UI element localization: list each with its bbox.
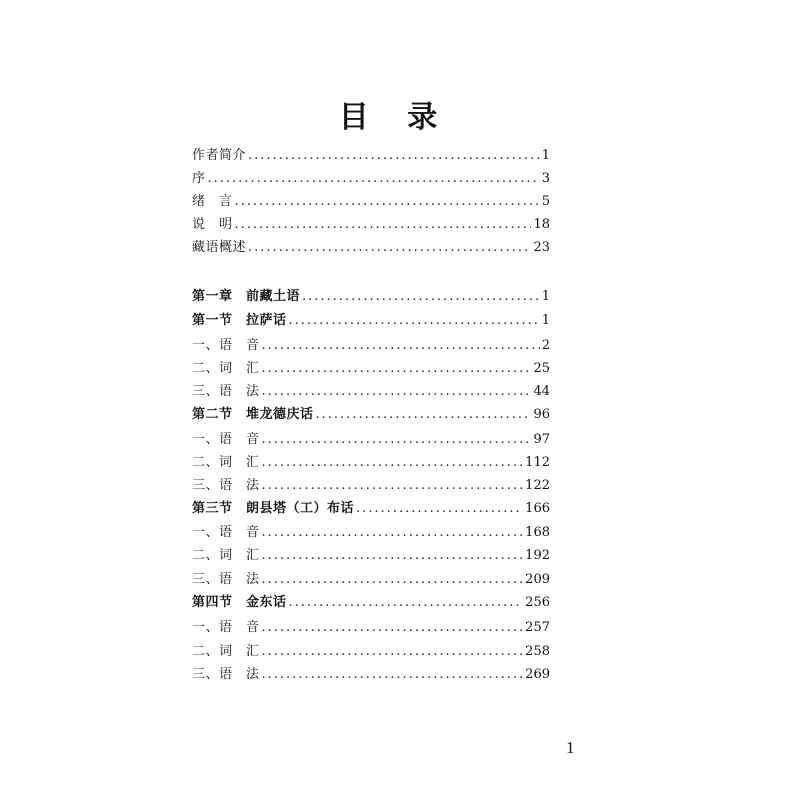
toc-entry-label: 说 明 xyxy=(192,217,233,232)
toc-entry-page: 112 xyxy=(525,455,550,470)
page-number: 1 xyxy=(566,738,575,757)
toc-entry-page: 1 xyxy=(541,289,550,304)
page-title: 目 录 xyxy=(338,100,452,135)
toc-entry-label: 三、语 法 xyxy=(192,384,260,399)
toc-entry-page: 25 xyxy=(533,361,550,376)
toc-dot-leader xyxy=(289,310,540,332)
toc-entry-page: 122 xyxy=(525,478,550,493)
toc-dot-leader xyxy=(262,641,524,663)
toc-dot-leader xyxy=(262,335,540,357)
toc-dot-leader xyxy=(302,286,540,308)
toc-entry xyxy=(192,145,550,167)
toc-dot-leader xyxy=(262,569,524,591)
toc-dot-leader xyxy=(289,592,524,614)
toc-entry xyxy=(192,381,550,403)
toc-entry-label: 绪 言 xyxy=(192,194,233,209)
toc-entry-label: 序 xyxy=(192,171,206,186)
toc-entry xyxy=(192,641,550,663)
toc-entry-label: 第三节 朗县塔（工）布话 xyxy=(192,501,355,516)
toc-entry xyxy=(192,569,550,591)
toc-entry-page: 168 xyxy=(525,525,550,540)
toc-entry-page: 23 xyxy=(533,240,550,255)
toc-entry-label: 三、语 法 xyxy=(192,572,260,587)
toc-entry xyxy=(192,237,550,259)
toc-entry-page: 166 xyxy=(525,501,550,516)
toc-entry xyxy=(192,168,550,190)
toc-dot-leader xyxy=(262,522,524,544)
toc-entry-page: 257 xyxy=(525,620,550,635)
toc-entry-label: 二、词 汇 xyxy=(192,455,260,470)
toc-dot-leader xyxy=(235,191,540,213)
toc-entry-label: 一、语 音 xyxy=(192,620,260,635)
toc-entry xyxy=(192,404,550,426)
toc-entry-label: 藏语概述 xyxy=(192,240,247,255)
toc-entry-page: 1 xyxy=(541,148,550,163)
toc-entry xyxy=(192,310,550,332)
toc-entry xyxy=(192,358,550,380)
toc-entry-label: 一、语 音 xyxy=(192,525,260,540)
toc-dot-leader xyxy=(235,214,532,236)
toc-dot-leader xyxy=(316,404,532,426)
toc-entry-page: 44 xyxy=(533,384,550,399)
toc-dot-leader xyxy=(262,664,524,686)
toc-entry-label: 第一节 拉萨话 xyxy=(192,313,287,328)
toc-entry-label: 第四节 金东话 xyxy=(192,595,287,610)
toc-entry-page: 97 xyxy=(533,432,550,447)
toc-dot-leader xyxy=(262,475,524,497)
toc-dot-leader xyxy=(262,452,524,474)
toc-entry xyxy=(192,475,550,497)
toc-entry-label: 三、语 法 xyxy=(192,478,260,493)
toc-entry-page: 1 xyxy=(541,313,550,328)
toc-entry-page: 209 xyxy=(525,572,550,587)
toc-dot-leader xyxy=(356,498,523,520)
toc-entry-label: 一、语 音 xyxy=(192,432,260,447)
toc-dot-leader xyxy=(248,145,540,167)
toc-entry-page: 256 xyxy=(525,595,550,610)
toc-entry-label: 二、词 汇 xyxy=(192,644,260,659)
toc-entry-page: 5 xyxy=(541,194,550,209)
toc-entry-page: 96 xyxy=(533,407,550,422)
toc-entry xyxy=(192,191,550,213)
toc-dot-leader xyxy=(248,237,531,259)
toc-entry-label: 第一章 前藏土语 xyxy=(192,289,301,304)
toc-entry xyxy=(192,522,550,544)
toc-dot-leader xyxy=(262,545,524,567)
toc-entry-page: 192 xyxy=(525,548,550,563)
toc-entry-label: 二、词 汇 xyxy=(192,548,260,563)
toc-entry-label: 一、语 音 xyxy=(192,338,260,353)
toc-entry-page: 2 xyxy=(541,338,550,353)
toc-entry-label: 第二节 堆龙德庆话 xyxy=(192,407,314,422)
toc-entry xyxy=(192,545,550,567)
toc-entry xyxy=(192,429,550,451)
toc-dot-leader xyxy=(262,617,524,639)
toc-entry xyxy=(192,617,550,639)
toc-entry-label: 作者简介 xyxy=(192,148,247,163)
toc-entry-page: 258 xyxy=(525,644,550,659)
toc-dot-leader xyxy=(262,381,532,403)
toc-entry xyxy=(192,452,550,474)
toc-entry xyxy=(192,335,550,357)
toc-entry-page: 269 xyxy=(525,667,550,682)
toc-entry-label: 二、词 汇 xyxy=(192,361,260,376)
toc-entry xyxy=(192,214,550,236)
toc-entry xyxy=(192,664,550,686)
toc-dot-leader xyxy=(208,168,540,190)
toc-entry xyxy=(192,592,550,614)
toc-entry xyxy=(192,498,550,520)
toc-dot-leader xyxy=(262,358,532,380)
toc-entry xyxy=(192,286,550,308)
toc-dot-leader xyxy=(262,429,532,451)
toc-entry-label: 三、语 法 xyxy=(192,667,260,682)
toc-entry-page: 3 xyxy=(541,171,550,186)
toc-entry-page: 18 xyxy=(533,217,550,232)
